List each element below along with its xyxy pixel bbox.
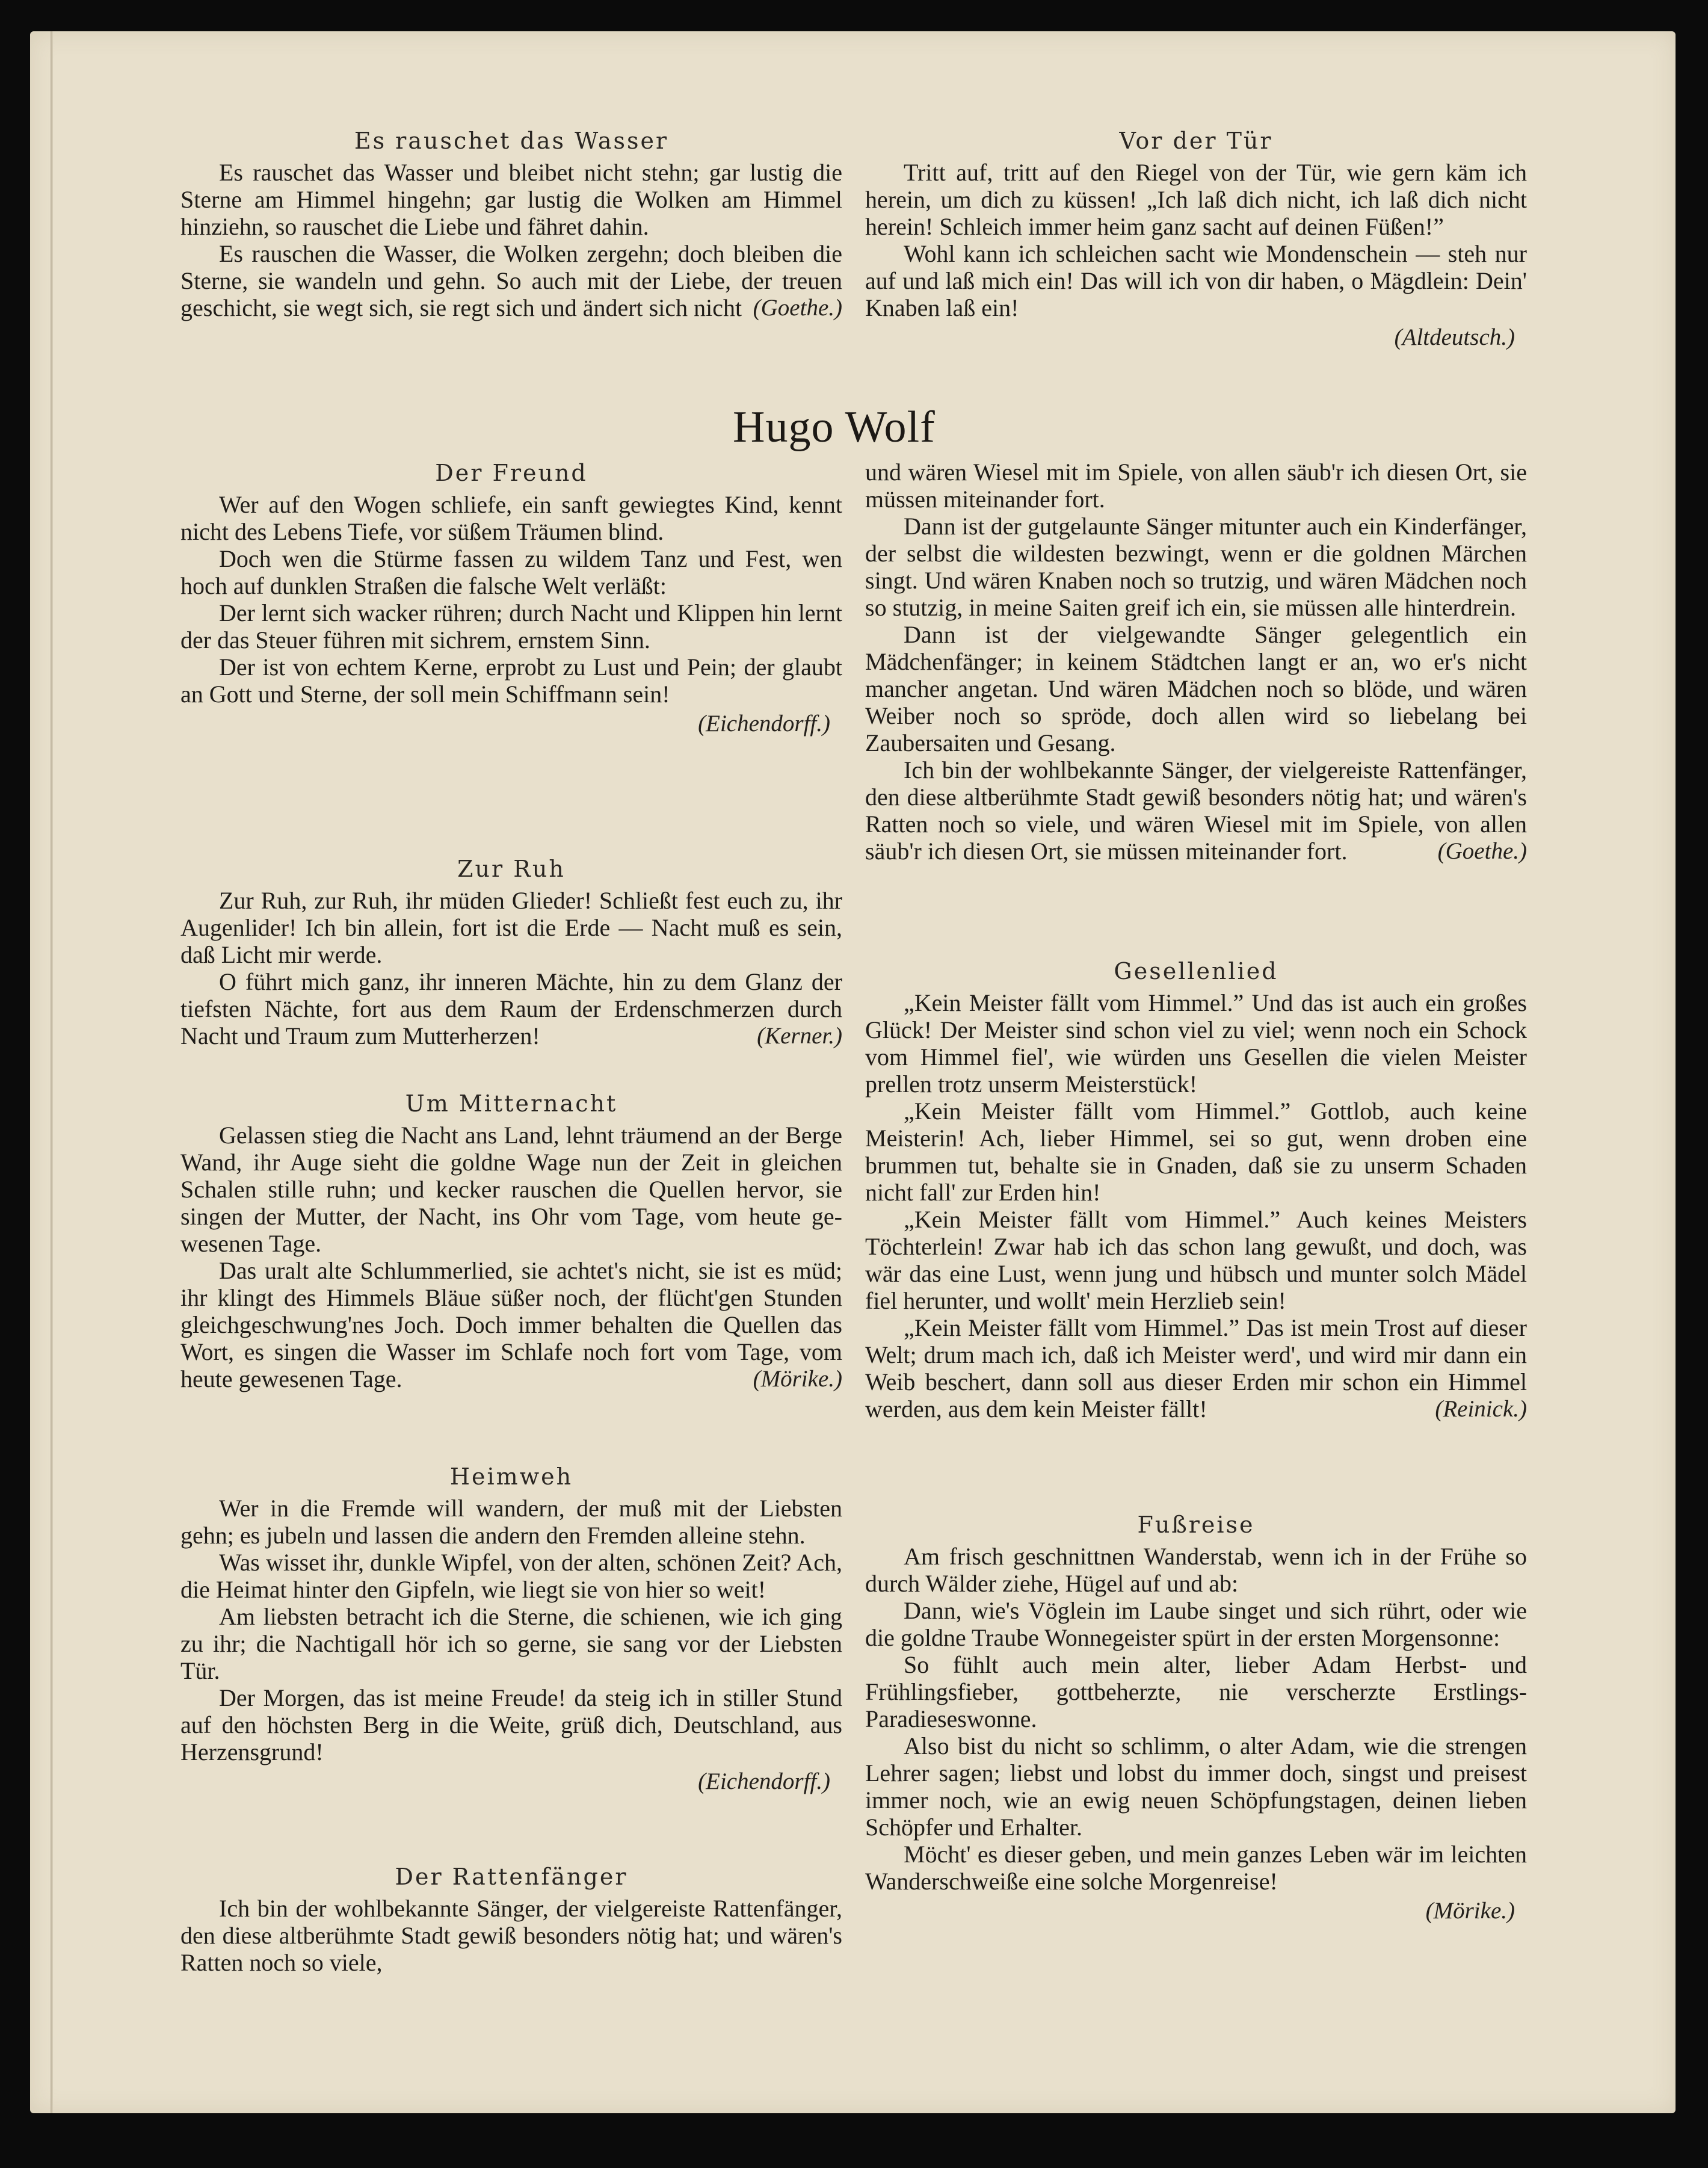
stanza [180, 240, 842, 321]
stanza: Was wisset ihr, dunkle Wipfel, von der alten, schönen Zeit? Ach, die Heimat hinter den Gipfeln, wie liegt sie von hier so weit! [180, 1549, 842, 1603]
author-credit: (Goethe.) [1437, 838, 1527, 864]
stanza: Ich bin der wohlbekannte Sänger, der vielgereiste Rattenfänger, den diese altberühmte Stadt gewiß besonders nötig hat; und wären's Ratten noch so viele, [180, 1895, 842, 1976]
stanza: Dann, wie's Vöglein im Laube singet und sich rührt, oder wie die goldne Traube Wonnegeister spürt in der ersten Morgensonne: [865, 1597, 1527, 1651]
stanza-text: Es rauschen die Wasser, die Wolken zergehn; doch bleiben die Sterne, sie wandeln und gehn. So auch mit der Liebe, der treuen geschicht, sie wegt sich, sie regt sich und ändert sich nicht [180, 240, 842, 321]
stanza: Dann ist der gutgelaunte Sänger mitunter auch ein Kinderfänger, der selbst die wildesten bezwingt, wenn er die goldnen Märchen singt. Und wären Knaben noch so trutzig, und wären Mädchen noch so stutzig, in meine Saiten greif ich ein, sie müssen alle hinterdrein. [865, 513, 1527, 621]
stanza: und wären Wiesel mit im Spiele, von allen säub'r ich diesen Ort, sie müssen miteinander fort. [865, 459, 1527, 513]
stanza-text: „Kein Meister fällt vom Himmel.” Das ist mein Trost auf dieser Welt; drum mach ich, daß ich Meister werd', und wird mir dann ein Weib beschert, dann soll aus dieser Erden mir schon ein Himmel werden, aus dem kein Meister fällt! [865, 1314, 1527, 1422]
stanza [180, 1257, 842, 1392]
poem-vor-der-tuer [865, 126, 1527, 356]
poem-title: Gesellenlied [1114, 958, 1278, 984]
stanza: Möcht' es dieser geben, und mein ganzes Leben wär im leichten Wanderschweiße eine solche Morgenreise! [865, 1841, 1527, 1895]
poem-fussreise [865, 1510, 1527, 1929]
poem-title: Der Freund [435, 460, 588, 486]
poem-title: Zur Ruh [457, 856, 566, 882]
stanza: Der Morgen, das ist meine Freude! da steig ich in stiller Stund auf den höchsten Berg in die Weite, grüß dich, Deutschland, aus Herzensgrund! [180, 1684, 842, 1765]
poem-title: Es rauschet das Wasser [354, 128, 669, 154]
page-heading: Hugo Wolf [733, 403, 936, 452]
poem-gesellenlied [865, 957, 1527, 1422]
stanza [180, 968, 842, 1049]
stanza-text: O führt mich ganz, ihr inneren Mächte, hin zu dem Glanz der tiefsten Nächte, fort aus dem Raum der Erdenschmerzen durch Nacht und Traum zum Mutterherzen! [180, 968, 842, 1049]
stanza: Tritt auf, tritt auf den Riegel von der Tür, wie gern käm ich herein, um dich zu küssen! „Ich laß dich nicht, ich laß dich nicht herein! Schleich immer heim ganz sacht auf deinen Füßen!” [865, 159, 1527, 240]
stanza: Am liebsten betracht ich die Sterne, die schienen, wie ich ging zu ihr; die Nachtigall hör ich so gerne, sie sang vor der Liebsten Tür. [180, 1603, 842, 1684]
stanza: Der lernt sich wacker rühren; durch Nacht und Klippen hin lernt der das Steuer führen mit sichrem, ernstem Sinn. [180, 599, 842, 653]
stanza: Wer in die Fremde will wandern, der muß mit der Liebsten gehn; es jubeln und lassen die andern den Fremden alleine stehn. [180, 1495, 842, 1549]
stanza: Dann ist der vielgewandte Sänger gelegentlich ein Mädchenfänger; in keinem Städtchen langt er an, wo er's nicht mancher angetan. Und wären Mädchen noch so blöde, und wären Weiber noch so spröde, doch allen wird so liebelang bei Zaubersaiten und Gesang. [865, 621, 1527, 756]
author-credit: (Eichendorff.) [698, 711, 830, 737]
poem-title: Vor der Tür [1119, 128, 1273, 154]
author-credit: (Eichendorff.) [698, 1768, 830, 1794]
stanza: Wer auf den Wogen schliefe, ein sanft gewiegtes Kind, kennt nicht des Lebens Tiefe, vor süßem Träumen blind. [180, 491, 842, 545]
stanza: Der ist von echtem Kerne, erprobt zu Lust und Pein; der glaubt an Gott und Sterne, der soll mein Schiffmann sein! [180, 653, 842, 708]
author-credit: (Reinick.) [1435, 1396, 1527, 1422]
page-fold [51, 31, 53, 2113]
poem-zur-ruh [180, 854, 842, 1049]
poem-der-rattenfaenger-continued [865, 459, 1527, 865]
stanza: Gelassen stieg die Nacht ans Land, lehnt träumend an der Berge Wand, ihr Auge sieht die goldne Wage nun der Zeit in gleichen Schalen stille ruhn; und kecker rauschen die Quellen hervor, sie singen der Mutter, der Nacht, ins Ohr vom Tage, vom heute gewesenen Tage. [180, 1122, 842, 1257]
stanza [865, 756, 1527, 865]
stanza: So fühlt auch mein alter, lieber Adam Herbst- und Frühlingsfieber, gottbeherzte, nie verscherzte Erstlings-Paradieseswonne. [865, 1651, 1527, 1732]
stanza: „Kein Meister fällt vom Himmel.” Und das ist auch ein großes Glück! Der Meister sind schon viel zu viel; wenn noch ein Schock vom Himmel fiel', wie würden uns Gesellen die vielen Meister prellen trotz unserm Meisterstück! [865, 989, 1527, 1098]
poem-der-rattenfaenger [180, 1862, 842, 1976]
stanza: Zur Ruh, zur Ruh, ihr müden Glieder! Schließt fest euch zu, ihr Augenlider! Ich bin allein, fort ist die Erde — Nacht muß es sein, daß Licht mir werde. [180, 887, 842, 968]
stanza: Also bist du nicht so schlimm, o alter Adam, wie die strengen Lehrer sagen; liebst und lobst du immer doch, singst und preisest immer noch, wie an ewig neuen Schöpfungstagen, deinen lieben Schöpfer und Erhalter. [865, 1732, 1527, 1841]
author-credit: (Mörike.) [753, 1366, 842, 1392]
poem-title: Um Mitternacht [405, 1090, 618, 1117]
author-credit: (Kerner.) [757, 1023, 842, 1049]
stanza: Wohl kann ich schleichen sacht wie Mondenschein — steh nur auf und laß mich ein! Das will ich von dir haben, o Mägdlein: Dein' Knaben laß ein! [865, 240, 1527, 321]
poem-heimweh [180, 1462, 842, 1800]
stanza: Am frisch geschnittnen Wanderstab, wenn ich in der Frühe so durch Wälder ziehe, Hügel auf und ab: [865, 1543, 1527, 1597]
poem-title: Der Rattenfänger [395, 1864, 628, 1890]
poem-title: Heimweh [449, 1463, 573, 1490]
poem-der-freund [180, 459, 842, 742]
author-credit: (Goethe.) [753, 295, 842, 321]
author-credit: (Altdeutsch.) [1394, 324, 1515, 350]
poem-um-mitternacht [180, 1089, 842, 1392]
author-credit: (Mörike.) [1425, 1898, 1515, 1924]
poem-es-rauschet-das-wasser [180, 126, 842, 321]
stanza: Es rauschet das Wasser und bleibet nicht stehn; gar lustig die Sterne am Himmel hingehn; gar lustig die Wolken am Himmel hinziehn, so rauschet die Liebe und fähret dahin. [180, 159, 842, 240]
stanza: „Kein Meister fällt vom Himmel.” Gottlob, auch keine Meisterin! Ach, lieber Himmel, sei so gut, wenn droben eine brummen tut, behalte sie in Gnaden, daß sie zu unserm Schaden nicht fall' zur Erden hin! [865, 1098, 1527, 1206]
poem-title: Fußreise [1137, 1512, 1255, 1538]
stanza-text: Ich bin der wohlbekannte Sänger, der vielgereiste Rattenfänger, den diese altberühmte Stadt gewiß besonders nötig hat; und wären's Ratten noch so viele, und wären Wiesel mit im Spiele, von allen säub'r ich diesen Ort, sie müssen miteinander fort. [865, 756, 1527, 865]
stanza-text: Das uralt alte Schlummerlied, sie achtet's nicht, sie ist es müd; ihr klingt des Himmels Bläue süßer noch, der flücht'gen Stunden gleichgeschwung'nes Joch. Doch immer behalten die Quellen das Wort, es singen die Wasser im Schlafe noch fort vom Tage, vom heute gewesenen Tage. [180, 1257, 842, 1392]
stanza: Doch wen die Stürme fassen zu wildem Tanz und Fest, wen hoch auf dunklen Straßen die falsche Welt verläßt: [180, 545, 842, 599]
stanza [865, 1314, 1527, 1422]
stanza: „Kein Meister fällt vom Himmel.” Auch keines Meisters Töchterlein! Zwar hab ich das schon lang gewußt, und doch, was wär das eine Lust, wenn jung und hübsch und munter solch Mädel fiel herunter, und wollt' mein Herzlieb sein! [865, 1206, 1527, 1314]
